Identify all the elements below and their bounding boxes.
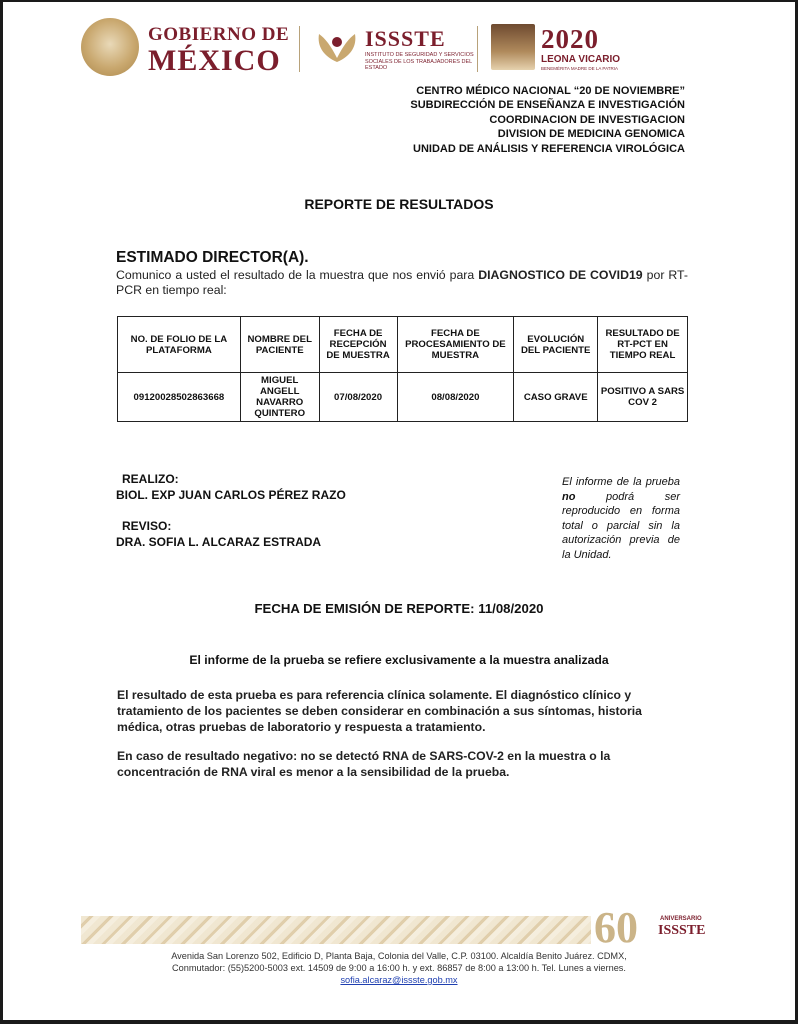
issste-logo-text: ISSSTE [365, 26, 446, 51]
anniversary-number: 60 [594, 903, 638, 952]
gobierno-logo-line1: GOBIERNO DE [148, 24, 290, 45]
institution-line: DIVISION DE MEDICINA GENOMICA [497, 128, 685, 141]
column-header: FECHA DE RECEPCIÓN DE MUESTRA [319, 317, 397, 373]
issste-logo-icon [315, 28, 359, 66]
column-header: EVOLUCIÓN DEL PACIENTE [514, 317, 598, 373]
year-2020-logo: 2020 [541, 24, 599, 54]
exclusive-statement: El informe de la prueba se refiere exclusivamente a la muestra analizada [189, 653, 609, 667]
issste-logo-subtitle: INSTITUTO DE SEGURIDAD Y SERVICIOS SOCIALES DE LOS TRABAJADORES DEL ESTADO [365, 52, 474, 71]
intro-text: por RT-PCR en tiempo real: [116, 268, 688, 297]
anniversary-brand: ISSSTE [658, 923, 706, 938]
leona-vicario-portrait [491, 24, 535, 70]
gobierno-logo-line2: MÉXICO [148, 44, 281, 77]
negative-result-paragraph: En caso de resultado negativo: no se detectó RNA de SARS-COV-2 en la muestra o la concentración de RNA viral es menor a la sensibilidad de la prueba. [117, 749, 611, 779]
institution-line: CENTRO MÉDICO NACIONAL “20 DE NOVIEMBRE” [416, 85, 685, 97]
realizo-name: BIOL. EXP JUAN CARLOS PÉREZ RAZO [116, 488, 346, 502]
table-row [118, 373, 688, 422]
note-text: El informe de la prueba [562, 476, 680, 488]
column-header: NOMBRE DEL PACIENTE [240, 317, 319, 373]
reviso-label: REVISO: [122, 519, 172, 533]
reproduction-note [562, 475, 680, 562]
report-title: REPORTE DE RESULTADOS [304, 196, 494, 212]
reviso-name: DRA. SOFIA L. ALCARAZ ESTRADA [116, 535, 322, 549]
column-header: RESULTADO DE RT-PCT EN TIEMPO REAL [598, 317, 688, 373]
institution-line: SUBDIRECCIÓN DE ENSEÑANZA E INVESTIGACIÓN [410, 99, 685, 112]
folio-cell: 09120028502863668 [118, 373, 241, 422]
patient-name-cell: MIGUEL ANGELL NAVARRO QUINTERO [240, 373, 319, 422]
footer-email-link[interactable]: sofia.alcaraz@issste.gob.mx [340, 975, 458, 985]
intro-text: Comunico a usted el resultado de la muestra que nos envió para [116, 268, 479, 282]
processing-date-cell: 08/08/2020 [397, 373, 514, 422]
greeting: ESTIMADO DIRECTOR(A). [116, 249, 309, 266]
intro-paragraph [116, 268, 688, 298]
evolution-cell: CASO GRAVE [514, 373, 598, 422]
footer-address: Avenida San Lorenzo 502, Edificio D, Planta Baja, Colonia del Valle, C.P. 03100. Alcaldía Benito Juárez. CDMX, [171, 951, 627, 961]
header-divider [299, 26, 300, 72]
reception-date-cell: 07/08/2020 [319, 373, 397, 422]
emission-date: FECHA DE EMISIÓN DE REPORTE: 11/08/2020 [254, 601, 544, 616]
institution-block [410, 84, 685, 156]
institution-line: COORDINACION DE INVESTIGACION [489, 113, 685, 126]
footer-pattern-band [81, 916, 591, 944]
table-header-row [118, 317, 688, 373]
footer-email-line [3, 975, 795, 985]
header-divider [477, 26, 478, 72]
leona-vicario-name: LEONA VICARIO [541, 54, 621, 65]
column-header: FECHA DE PROCESAMIENTO DE MUESTRA [397, 317, 514, 373]
footer-phone: Conmutador: (55)5200-5003 ext. 14509 de 9:00 a 16:00 h. y ext. 86857 de 8:00 a 13:00 h. Tel. Lunes a viernes. [172, 963, 626, 973]
report-page [3, 2, 795, 1020]
column-header: NO. DE FOLIO DE LA PLATAFORMA [118, 317, 241, 373]
institution-line: UNIDAD DE ANÁLISIS Y REFERENCIA VIROLÓGICA [413, 142, 685, 155]
note-bold: no [562, 490, 576, 503]
clinical-reference-paragraph: El resultado de esta prueba es para referencia clínica solamente. El diagnóstico clínico y tratamiento de los pacientes se deben considerar en combinación a sus síntomas, historia médica, otras pruebas de laboratorio y respuesta a tratamiento. [117, 688, 642, 734]
mexico-seal-icon [81, 18, 139, 76]
anniversary-label: ANIVERSARIO [660, 916, 702, 922]
intro-bold: DIAGNOSTICO DE COVID19 [478, 268, 643, 282]
result-cell: POSITIVO A SARS COV 2 [598, 373, 688, 422]
results-table [117, 316, 688, 422]
note-text: podrá ser reproducido en forma total o parcial sin la autorización previa de la Unidad. [562, 490, 680, 561]
leona-vicario-subtitle: BENEMÉRITA MADRE DE LA PATRIA [541, 66, 619, 71]
realizo-label: REALIZO: [122, 472, 179, 486]
